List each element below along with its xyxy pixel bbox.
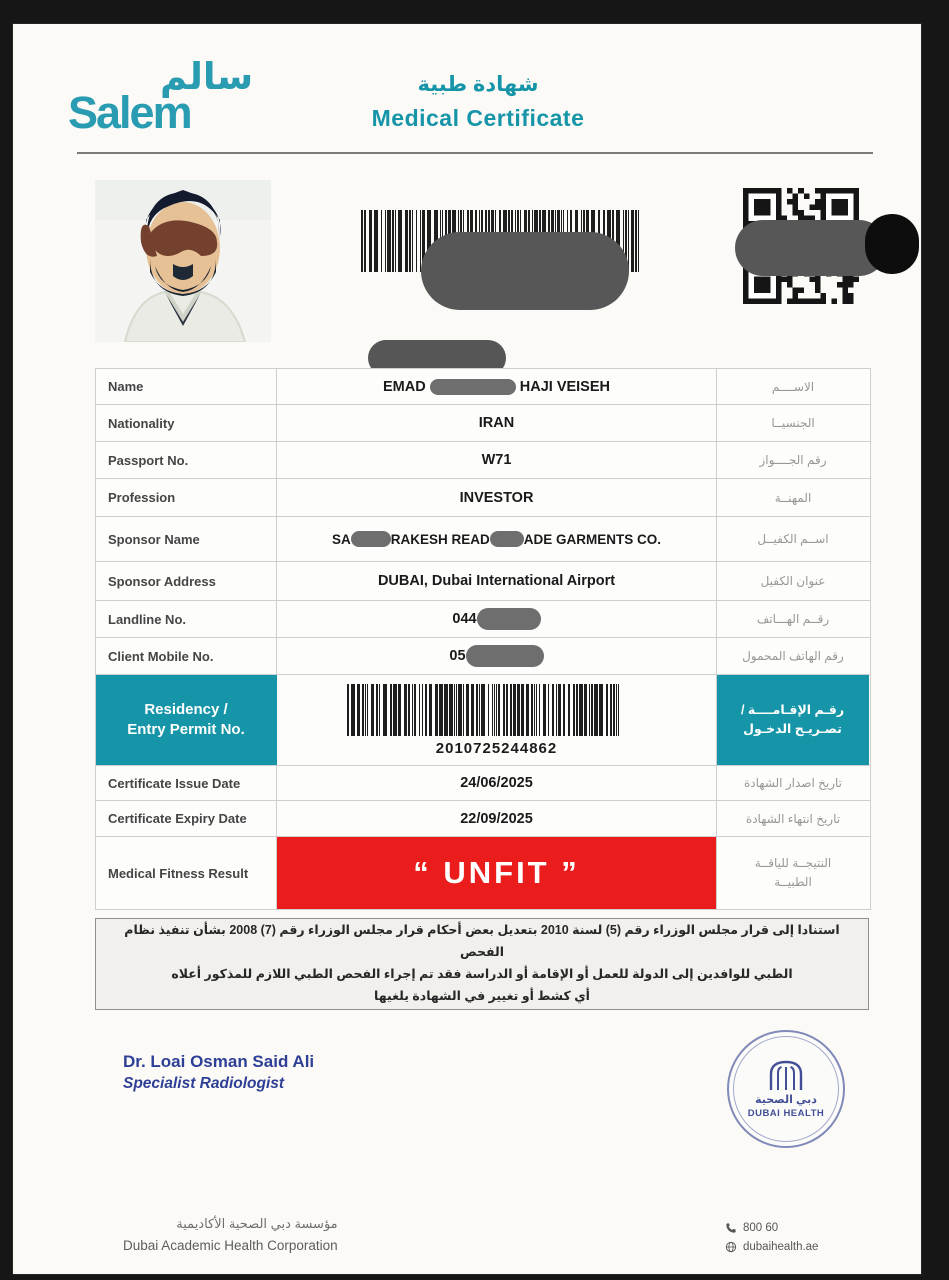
label-name-ar: الاســــم (771, 379, 815, 394)
label-issue-date-ar: تاريخ اصدار الشهادة (744, 776, 843, 790)
label-landline-ar: رقــم الهـــاتف (756, 612, 830, 626)
certificate-table (95, 368, 871, 910)
title-arabic: شهادة طبية (417, 73, 539, 96)
label-fitness-result: Medical Fitness Result (96, 837, 277, 909)
table-row (96, 801, 870, 837)
footer-org-arabic: مؤسسة دبي الصحية الأكاديمية (176, 1216, 338, 1231)
footer-website: dubaihealth.ae (743, 1241, 819, 1253)
redaction-blob (466, 645, 544, 667)
footer-phone: 800 60 (743, 1222, 779, 1234)
value-mobile: 05 (277, 638, 717, 674)
value-landline: 044 (277, 601, 717, 637)
value-expiry-date: 22/09/2025 (277, 801, 717, 836)
table-row (96, 562, 870, 601)
document-title (288, 72, 668, 132)
value-passport: W71 (277, 442, 717, 478)
label-profession-ar: المهنــة (774, 490, 812, 505)
table-row (96, 369, 870, 405)
table-row (96, 638, 870, 675)
dubai-health-seal (727, 1030, 845, 1148)
label-sponsor-name: Sponsor Name (96, 517, 277, 561)
label-sponsor-address: Sponsor Address (96, 562, 277, 600)
table-row (96, 405, 870, 442)
label-name: Name (96, 369, 277, 404)
globe-icon (725, 1241, 737, 1253)
seal-inner-ring (733, 1036, 839, 1142)
phone-icon (725, 1222, 737, 1234)
portrait-illustration (95, 180, 271, 342)
doctor-signature-block (123, 1052, 314, 1093)
value-fitness-result-cell (277, 837, 717, 909)
table-row (96, 442, 870, 479)
label-mobile: Client Mobile No. (96, 638, 277, 674)
value-sponsor-name: SA RAKESH READ ADE GARMENTS CO. (277, 517, 717, 561)
label-passport-ar: رقم الجــــواز (759, 453, 827, 467)
label-fitness-result-ar: النتيجــة للياقــة الطبيــة (754, 855, 832, 889)
label-expiry-date: Certificate Expiry Date (96, 801, 277, 836)
footer-organization (123, 1216, 338, 1253)
label-sponsor-address-ar: عنوان الكفيل (760, 574, 826, 588)
label-profession: Profession (96, 479, 277, 516)
value-sponsor-address: DUBAI, Dubai International Airport (277, 562, 717, 600)
permit-barcode-cell (277, 675, 717, 765)
doctor-title: Specialist Radiologist (123, 1075, 285, 1092)
label-permit-ar: رقـم الإقـامــــة / تصـريـح الدخـول (717, 675, 869, 765)
legal-note-text: استنادا إلى قرار مجلس الوزراء رقم (5) لسنة 2010 بتعديل بعض أحكام قرار مجلس الوزراء رقم (7) 2008 بشأن تنفيذ نظام الفحص الطبي للوافدين إلى الدولة للعمل أو الإقامة أو الدراسة فقد تم إجراء الفحص الطبي اللازم للمذكور أعلاه أي كشط أو تغيير في الشهادة يلغيها (124, 923, 840, 1003)
applicant-photo (95, 180, 271, 342)
seal-text-english: DUBAI HEALTH (747, 1108, 825, 1119)
permit-row (96, 675, 870, 766)
label-expiry-date-ar: تاريخ انتهاء الشهادة (745, 811, 841, 826)
label-nationality-ar: الجنسيــا (771, 416, 815, 430)
label-nationality: Nationality (96, 405, 277, 441)
title-english: Medical Certificate (371, 105, 585, 131)
value-profession: INVESTOR (277, 479, 717, 516)
table-row (96, 766, 870, 801)
permit-barcode (347, 684, 647, 736)
table-row (96, 601, 870, 638)
footer-contact (725, 1222, 818, 1260)
redaction-blob (865, 214, 919, 274)
salem-logo (68, 56, 254, 154)
result-row (96, 837, 870, 909)
header-divider (77, 152, 873, 154)
label-permit: Residency / Entry Permit No. (96, 675, 277, 765)
value-issue-date: 24/06/2025 (277, 766, 717, 800)
table-row (96, 517, 870, 562)
label-passport: Passport No. (96, 442, 277, 478)
unfit-banner: “ UNFIT ” (277, 837, 716, 909)
redaction-blob (421, 232, 629, 310)
value-nationality: IRAN (277, 405, 717, 441)
salem-logo-arabic: سالم (160, 56, 254, 97)
redaction-blob (430, 379, 516, 395)
label-landline: Landline No. (96, 601, 277, 637)
seal-text-arabic: دبي الصحية (755, 1094, 817, 1106)
value-name: EMAD HAJI VEISEH (277, 369, 717, 404)
redaction-blob (351, 531, 391, 547)
certificate-page (13, 24, 921, 1274)
footer-org-english: Dubai Academic Health Corporation (123, 1238, 338, 1253)
redaction-blob (477, 608, 541, 630)
permit-number: 2010725244862 (435, 739, 558, 757)
label-issue-date: Certificate Issue Date (96, 766, 277, 800)
legal-note-box (95, 918, 869, 1010)
label-sponsor-name-ar: اســم الكفيــل (757, 532, 829, 546)
redaction-blob (490, 531, 524, 547)
table-row (96, 479, 870, 517)
doctor-name: Dr. Loai Osman Said Ali (123, 1052, 315, 1071)
label-mobile-ar: رقم الهاتف المحمول (742, 649, 844, 663)
salem-logo-english: Salem (68, 87, 191, 138)
